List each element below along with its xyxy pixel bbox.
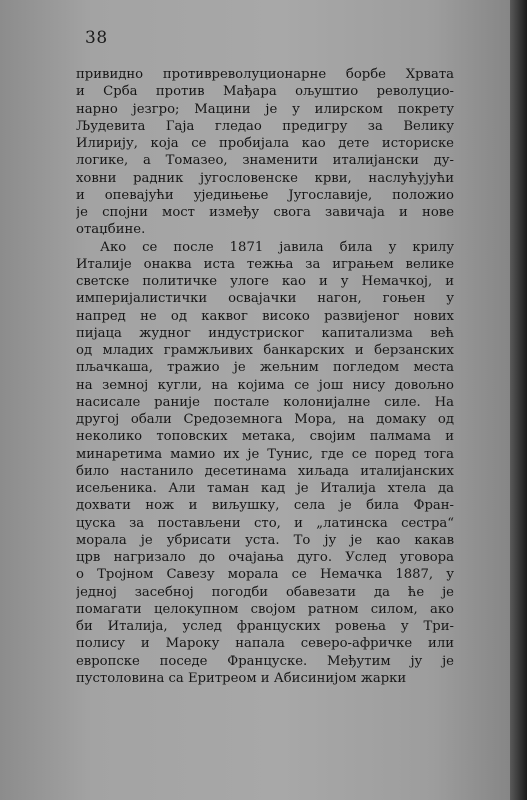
text-line: помагати целокупном својом ратном силом, ако [76,601,454,617]
text-line: исељеника. Али таман кад је Италија хтела да [76,481,454,496]
text-line: о Тројном Савезу морала се Немачка 1887, у [76,567,454,583]
book-spine-shadow [510,0,527,800]
paragraph [76,239,454,688]
text-line: напред не од каквог високо развијеног нових [76,308,454,324]
text-line: логике, а Томазео, знаменити италијански ду- [76,153,454,169]
text-line: нарно језгро; Мацини је у илирском покрету [76,101,454,117]
text-line: другој обали Средоземнога Мора, на домаку од [76,412,454,427]
text-line: пијаца жудног индустриског капитализма већ [76,325,454,341]
text-line: било настанило десетинама хиљада италијанских [76,463,454,479]
text-line: ховни радник југословенске крви, наслућујући [76,170,454,186]
text-line: и опевајући уједињење Југославије, положио [76,187,454,203]
text-line: Ако се после 1871 јавила била у крилу [100,239,454,255]
text-line: империјалистички освајачки нагон, гоњен у [76,291,454,307]
text-line: црв нагризало до очајања дуго. Услед уговора [76,550,454,565]
text-line: Италије онаква иста тежња за играњем велике [76,256,454,272]
text-line: полису и Мароку напала северо-афричке или [76,636,454,652]
text-line: пустоловина са Еритреом и Абисинијом жарки [76,670,407,686]
text-line: на земној кугли, на којима се још нису довољно [76,377,454,393]
text-line: једној засебној погодби обавезати да ће је [76,584,454,600]
text-line: светске политичке улоге као и у Немачкој, и [76,274,454,289]
text-line: отаџбине. [76,222,146,238]
text-line: пљачкаша, тражио је жељним погледом места [76,360,454,376]
text-line: дохвати нож и виљушку, села је била Фран- [76,498,454,514]
text-line: неколико топовских метака, својим палмама и [76,429,454,445]
text-line: цуска за постављени сто, и „латинска сестра“ [76,515,454,531]
paragraph [76,66,454,239]
text-line: минаретима мамио их је Тунис, где се поред тога [76,446,454,462]
text-line: од младих грамжљивих банкарских и берзанских [76,343,454,358]
body-text [76,66,454,687]
page-number: 38 [85,28,108,48]
text-line: привидно противреволуционарне борбе Хрвата [76,67,454,82]
text-line: је спојни мост између свога завичаја и нове [76,205,454,220]
text-line: европске поседе Француске. Међутим ју је [76,653,454,669]
text-line: и Срба против Мађара ољуштио револуцио- [76,84,454,100]
text-line: морала је убрисати уста. То ју је као какав [76,532,454,548]
text-line: насисале раније постале колонијалне силе. На [76,394,454,410]
text-line: би Италија, услед француских ровења у Три- [76,619,454,634]
text-line: Илирију, која се пробијала као дете историске [76,136,454,151]
text-line: Људевита Гаја гледао предигру за Велику [76,118,454,134]
